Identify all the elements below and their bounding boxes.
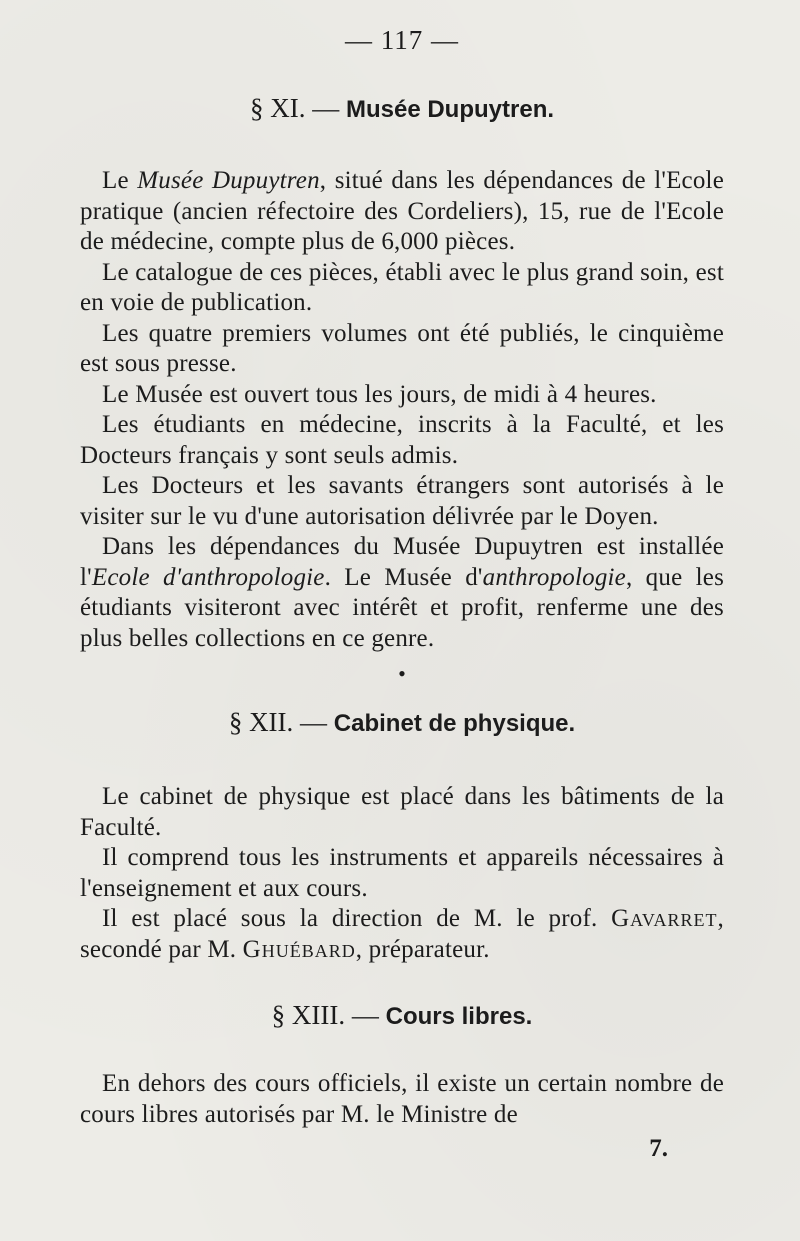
italic-term: anthropologie	[482, 563, 626, 591]
text-span: , secondé par M.	[80, 905, 724, 963]
paragraph-musee-location	[80, 166, 724, 258]
paragraph-direction	[80, 904, 724, 965]
section-heading-xii	[80, 706, 724, 740]
text-span: Le	[102, 167, 138, 194]
section-heading-xi	[80, 92, 724, 126]
text-span: Dans les dépendances du Musée Dupuytren est installée l'	[80, 533, 724, 591]
text-span: , préparateur.	[355, 935, 490, 963]
paragraph-cours-libres: En dehors des cours officiels, il existe un certain nombre de cours libres autorisés par M. le Ministre de	[80, 1070, 724, 1128]
section-title: Musée Dupuytren.	[345, 96, 555, 123]
section-number: § XI. —	[249, 93, 340, 123]
italic-term: Musée Dupuytren	[137, 167, 320, 194]
page-number: — 117 —	[345, 25, 459, 55]
paragraph-cabinet-location: Le cabinet de physique est placé dans les bâtiments de la Faculté.	[80, 783, 724, 841]
paragraph-catalogue: Le catalogue de ces pièces, établi avec le plus grand soin, est en voie de publication.	[80, 258, 724, 316]
text-span: Il est placé sous la direction de M. le prof.	[102, 905, 612, 932]
person-name: Gavarret	[611, 905, 718, 932]
signature-mark: 7.	[649, 1135, 668, 1162]
paragraph-admission: Les étudiants en médecine, inscrits à la Faculté, et les Docteurs français y sont seuls admis.	[80, 411, 724, 469]
separator-dot: •	[398, 661, 406, 686]
italic-term: Ecole d'anthropologie	[91, 563, 325, 591]
text-span: , situé dans les dépendances de l'Ecole pratique (ancien réfectoire des Cordeliers), 15, rue de l'Ecole de médecine, compte plus de 6,000 pièces.	[80, 167, 724, 255]
text-span: , que les étudiants visiteront avec intérêt et profit, renferme une des plus belles collections en ce genre.	[80, 563, 725, 652]
section-heading-xiii	[80, 999, 724, 1033]
section-number: § XIII. —	[271, 1000, 379, 1030]
person-name: Ghuébard	[242, 935, 356, 963]
paragraph-hours: Le Musée est ouvert tous les jours, de midi à 4 heures.	[102, 380, 657, 408]
text-span: . Le Musée d'	[324, 563, 483, 591]
paragraph-anthropology	[80, 532, 724, 654]
paragraph-instruments: Il comprend tous les instruments et appareils nécessaires à l'enseignement et aux cours.	[80, 844, 724, 902]
section-title: Cabinet de physique.	[333, 710, 576, 737]
section-number: § XII. —	[228, 707, 328, 737]
paragraph-foreigners: Les Docteurs et les savants étrangers sont autorisés à le visiter sur le vu d'une autorisation délivrée par le Doyen.	[80, 472, 724, 530]
section-title: Cours libres.	[385, 1003, 533, 1030]
paragraph-volumes: Les quatre premiers volumes ont été publiés, le cinquième est sous presse.	[80, 319, 724, 377]
